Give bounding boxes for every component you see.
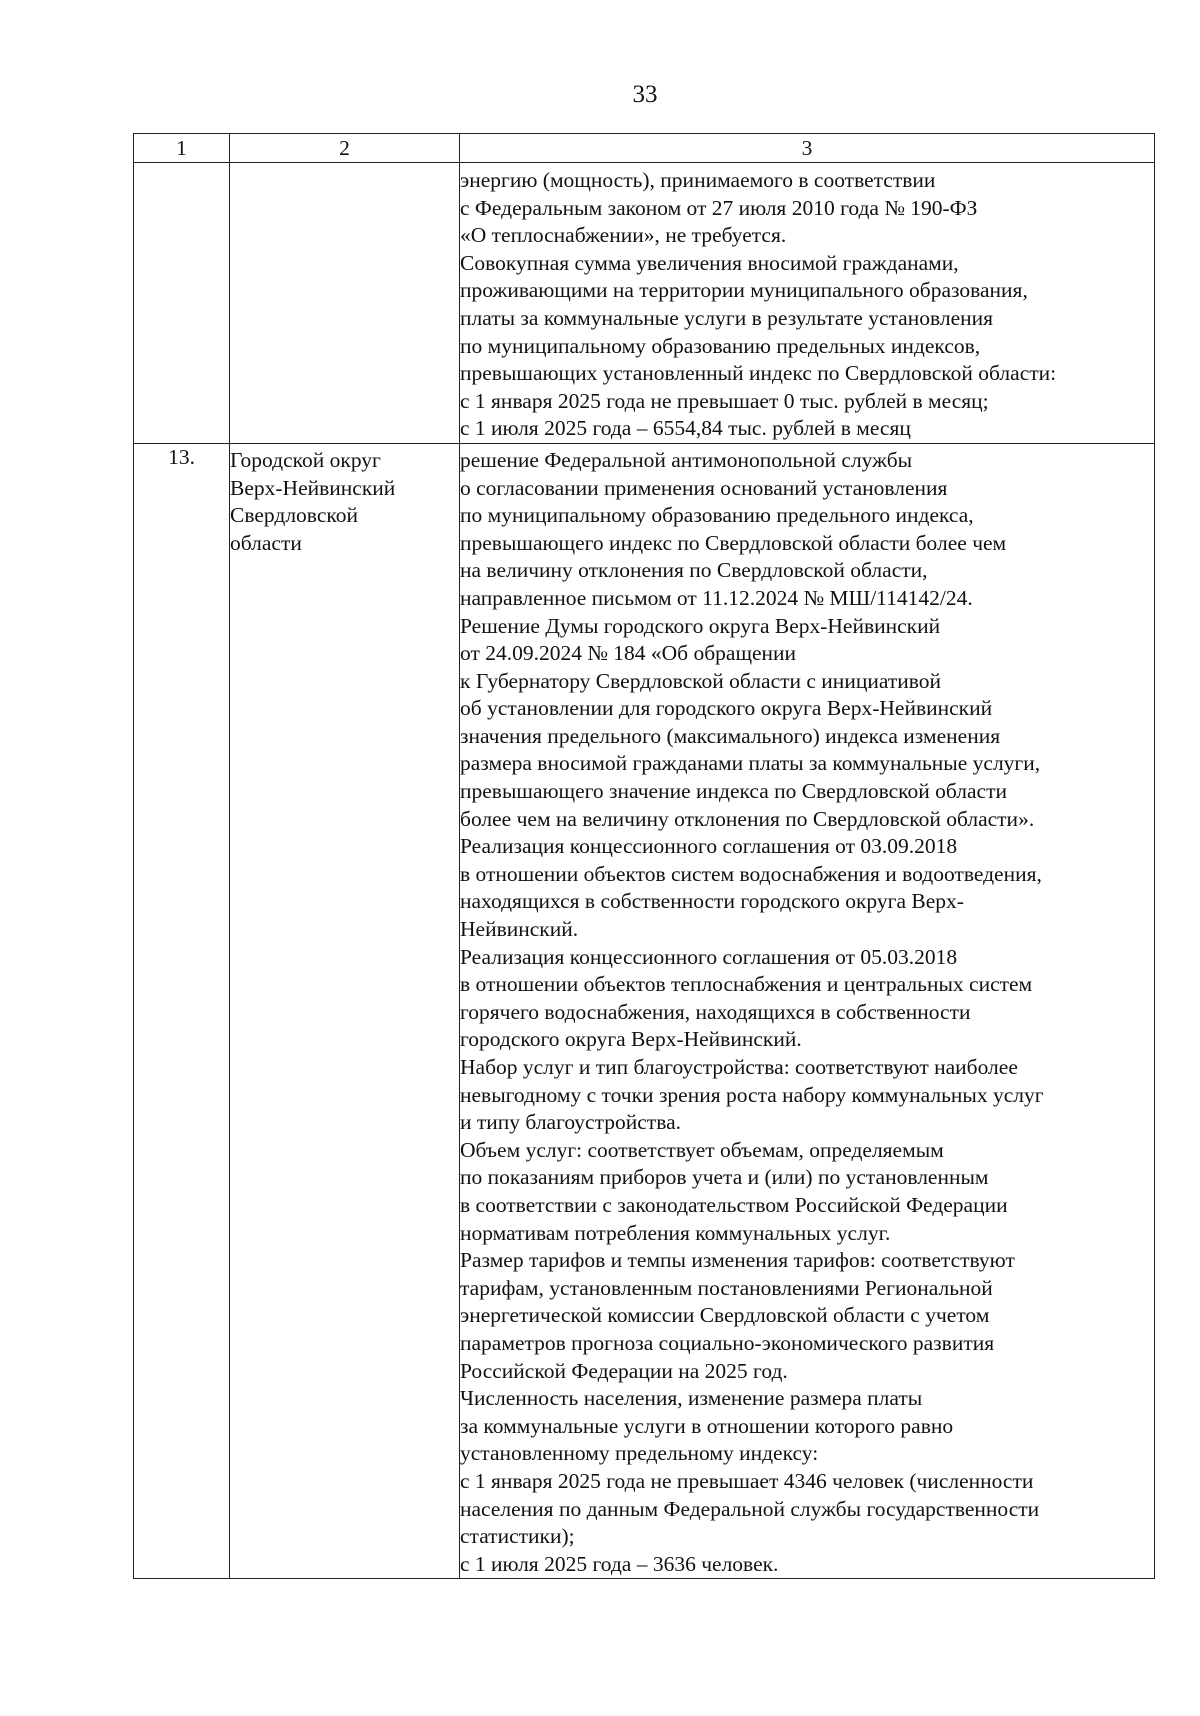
text-line: превышающего индекс по Свердловской области более чем (460, 530, 1007, 555)
text-line: энергетической комиссии Свердловской области с учетом (460, 1303, 990, 1328)
text-line: платы за коммунальные услуги в результате установления (460, 305, 994, 330)
text-line: об установлении для городского округа Верх-Нейвинский (460, 696, 993, 721)
text-line: по муниципальному образованию предельного индекса, (460, 503, 974, 528)
column-header-3: 3 (460, 134, 1155, 163)
text-line: Нейвинский. (460, 917, 579, 942)
text-line: за коммунальные услуги в отношении которого равно (460, 1413, 954, 1438)
municipality-name-line: Свердловской (230, 503, 358, 528)
row-13-text-cell (460, 443, 1155, 1578)
continuation-municipality-cell (230, 163, 460, 444)
text-line: тарифам, установленным постановлениями Региональной (460, 1275, 993, 1300)
text-line: Объем услуг: соответствует объемам, определяемым (460, 1137, 944, 1162)
text-line: в соответствии с законодательством Российской Федерации (460, 1192, 1008, 1217)
text-line: Реализация концессионного соглашения от 03.09.2018 (460, 834, 958, 859)
page-number: 33 (632, 81, 658, 108)
text-line: параметров прогноза социально-экономического развития (460, 1330, 995, 1355)
text-line: по показаниям приборов учета и (или) по установленным (460, 1165, 989, 1190)
text-line: направленное письмом от 11.12.2024 № МШ/114142/24. (460, 585, 973, 610)
text-line: с Федеральным законом от 27 июля 2010 года № 190-ФЗ (460, 195, 978, 220)
continuation-text-cell (460, 163, 1155, 444)
text-line: превышающих установленный индекс по Свердловской области: (460, 361, 1057, 386)
text-line: по муниципальному образованию предельных индексов, (460, 333, 981, 358)
municipality-name-line: Городской округ (230, 447, 381, 472)
text-line: с 1 июля 2025 года – 6554,84 тыс. рублей в месяц (460, 416, 911, 441)
text-line: «О теплоснабжении», не требуется. (460, 223, 787, 248)
text-line: городского округа Верх-Нейвинский. (460, 1027, 802, 1052)
text-line: Совокупная сумма увеличения вносимой гражданами, (460, 250, 959, 275)
text-line: невыгодному с точки зрения роста набору коммунальных услуг (460, 1082, 1044, 1107)
text-line: более чем на величину отклонения по Свердловской области». (460, 806, 1035, 831)
text-line: установленному предельному индексу: (460, 1441, 819, 1466)
text-line: в отношении объектов теплоснабжения и центральных систем (460, 972, 1033, 997)
text-line: с 1 января 2025 года не превышает 0 тыс. рублей в месяц; (460, 388, 989, 413)
document-table (133, 133, 1155, 1579)
text-line: находящихся в собственности городского округа Верх- (460, 889, 964, 914)
text-line: Решение Думы городского округа Верх-Нейвинский (460, 613, 941, 638)
text-line: Реализация концессионного соглашения от 05.03.2018 (460, 944, 958, 969)
text-line: с 1 января 2025 года не превышает 4346 человек (численности (460, 1468, 1034, 1493)
text-line: и типу благоустройства. (460, 1110, 681, 1135)
municipality-name (230, 443, 460, 1578)
text-line: превышающего значение индекса по Свердловской области (460, 779, 1008, 804)
text-line: на величину отклонения по Свердловской области, (460, 558, 928, 583)
table-header-row (134, 134, 1155, 163)
text-line: населения по данным Федеральной службы государственности (460, 1496, 1040, 1521)
text-line: нормативам потребления коммунальных услуг. (460, 1220, 891, 1245)
column-header-2: 2 (230, 134, 460, 163)
text-line: Российской Федерации на 2025 год. (460, 1358, 788, 1383)
text-line: о согласовании применения оснований установления (460, 475, 948, 500)
municipality-name-line: Верх-Нейвинский (230, 475, 396, 500)
row-number: 13. (134, 443, 230, 1578)
text-line: с 1 июля 2025 года – 3636 человек. (460, 1551, 779, 1576)
text-line: от 24.09.2024 № 184 «Об обращении (460, 641, 797, 666)
text-line: значения предельного (максимального) индекса изменения (460, 723, 1001, 748)
text-line: горячего водоснабжения, находящихся в собственности (460, 999, 971, 1024)
text-line: Численность населения, изменение размера платы (460, 1386, 923, 1411)
text-line: Набор услуг и тип благоустройства: соответствуют наиболее (460, 1055, 1018, 1079)
text-line: проживающими на территории муниципального образования, (460, 278, 1028, 303)
continuation-number-cell (134, 163, 230, 444)
text-line: энергию (мощность), принимаемого в соответствии (460, 168, 936, 192)
municipality-name-line: области (230, 530, 302, 555)
column-header-1: 1 (134, 134, 230, 163)
text-line: в отношении объектов систем водоснабжения и водоотведения, (460, 861, 1042, 886)
text-line: размера вносимой гражданами платы за коммунальные услуги, (460, 751, 1041, 776)
text-line: статистики); (460, 1524, 575, 1549)
text-line: к Губернатору Свердловской области с инициативой (460, 668, 941, 693)
text-line: решение Федеральной антимонопольной службы (460, 447, 913, 472)
table-row-13 (134, 443, 1155, 1578)
text-line: Размер тарифов и темпы изменения тарифов: соответствуют (460, 1248, 1015, 1273)
continuation-row (134, 163, 1155, 444)
